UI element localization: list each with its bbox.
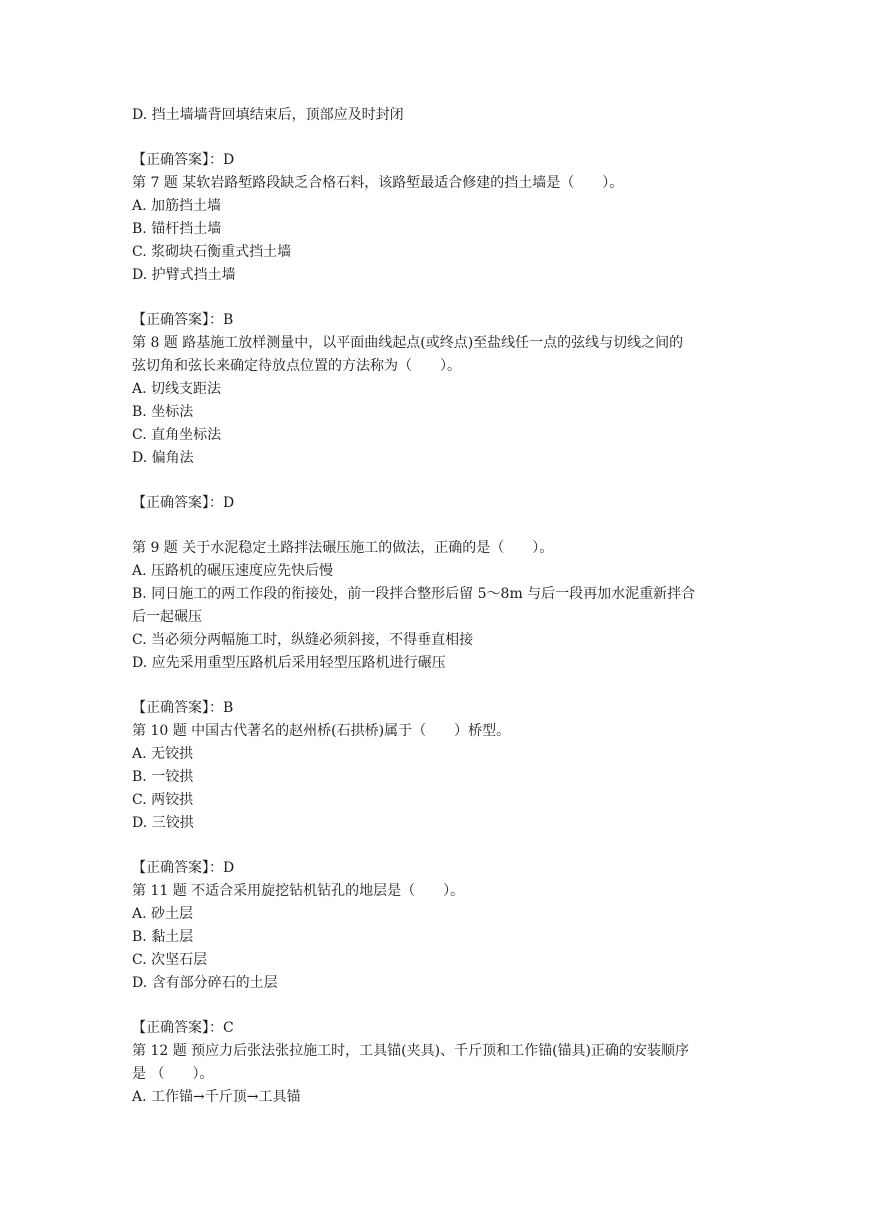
- option-line: D. 护臂式挡土墙: [132, 267, 236, 283]
- question-stem: 第 8 题 路基施工放样测量中，以平面曲线起点(或终点)至盐线任一点的弦线与切线之间的: [132, 335, 684, 351]
- question-stem: 第 12 题 预应力后张法张拉施工时，工具锚(夹具)、千斤顶和工作锚(锚具)正确的安装顺序: [132, 1043, 690, 1059]
- answer-line: 【正确答案】：D: [132, 152, 235, 168]
- option-line: C. 次坚石层: [132, 952, 208, 968]
- question-stem: 第 11 题 不适合采用旋挖钻机钻孔的地层是（ ）。: [132, 883, 465, 899]
- question-12: [132, 1040, 742, 1109]
- option-line: A. 无铰拱: [132, 746, 194, 762]
- option-line: A. 砂土层: [132, 906, 194, 922]
- question-stem: 第 9 题 关于水泥稳定土路拌法碾压施工的做法，正确的是（ ）。: [132, 540, 554, 556]
- option-line: C. 当必须分两幅施工时，纵缝必须斜接，不得垂直相接: [132, 632, 474, 648]
- question-11: [132, 880, 742, 995]
- question-stem: 第 10 题 中国古代著名的赵州桥(石拱桥)属于（ ）桥型。: [132, 723, 511, 739]
- answer-line: 【正确答案】：D: [132, 495, 235, 511]
- option-line: D. 含有部分碎石的土层: [132, 975, 278, 991]
- answer-line: 【正确答案】：C: [132, 1020, 234, 1036]
- option-line: C. 直角坐标法: [132, 427, 222, 443]
- question-9: [132, 537, 742, 675]
- option-line: A. 工作锚→千斤顶→工具锚: [132, 1089, 301, 1105]
- option-line: A. 切线支距法: [132, 381, 222, 397]
- option-line: B. 同日施工的两工作段的衔接处，前一段拌合整形后留 5～8m 与后一段再加水泥重新拌合: [132, 586, 696, 602]
- option-line: B. 黏土层: [132, 929, 194, 945]
- question-stem-continued: 弦切角和弦长来确定待放点位置的方法称为（ ）。: [132, 358, 461, 374]
- option-line: D. 三铰拱: [132, 815, 194, 831]
- document-page: [132, 104, 742, 1109]
- answer-line: 【正确答案】：B: [132, 700, 234, 716]
- option-line: B. 锚杆挡土墙: [132, 221, 222, 237]
- question-stem: 第 7 题 某软岩路堑路段缺乏合格石料，该路堑最适合修建的挡土墙是（ ）。: [132, 175, 624, 191]
- option-line: B. 一铰拱: [132, 769, 194, 785]
- option-line-continued: 后一起碾压: [132, 609, 202, 625]
- answer-line: 【正确答案】：D: [132, 860, 235, 876]
- option-line: C. 浆砌块石衡重式挡土墙: [132, 244, 292, 260]
- answer-line: 【正确答案】：B: [132, 312, 234, 328]
- option-line: D. 偏角法: [132, 450, 194, 466]
- question-8: [132, 332, 742, 470]
- option-line: D. 挡土墙墙背回填结束后，顶部应及时封闭: [132, 107, 404, 123]
- question-stem-continued: 是 （ ）。: [132, 1066, 214, 1082]
- option-line: C. 两铰拱: [132, 792, 194, 808]
- question-10: [132, 720, 742, 835]
- option-line: A. 加筋挡土墙: [132, 198, 222, 214]
- option-line: D. 应先采用重型压路机后采用轻型压路机进行碾压: [132, 655, 446, 671]
- option-line: A. 压路机的碾压速度应先快后慢: [132, 563, 334, 579]
- question-7: [132, 172, 742, 287]
- option-line: B. 坐标法: [132, 404, 194, 420]
